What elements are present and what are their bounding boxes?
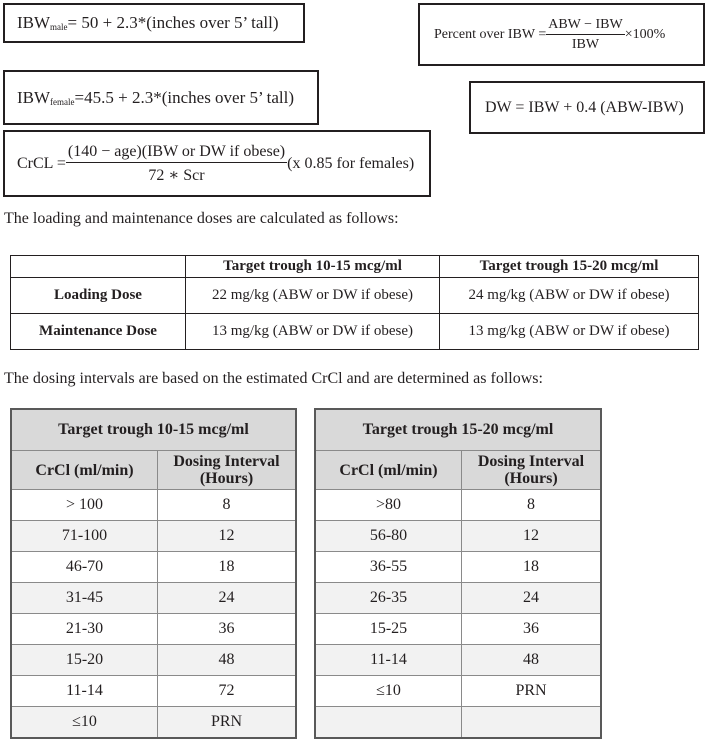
dose-table (10, 255, 699, 350)
dosing-interval-header-line2: (Hours) (199, 470, 254, 487)
interval-cell: 18 (158, 552, 297, 583)
interval-cell: PRN (158, 707, 297, 739)
interval-cell: 24 (158, 583, 297, 614)
dose-table-cell: 13 mg/kg (ABW or DW if obese) (186, 314, 440, 350)
dose-table-header-blank (11, 256, 186, 278)
interval-cell: PRN (462, 676, 602, 707)
interval-cell (462, 707, 602, 739)
interval-table-title: Target trough 10-15 mcg/ml (11, 409, 296, 451)
interval-cell: 12 (462, 521, 602, 552)
dosing-interval-column-header (462, 451, 602, 490)
loading-intro-text: The loading and maintenance doses are calculated as follows: (4, 210, 399, 227)
percent-over-ibw-formula-box (418, 3, 705, 66)
interval-cell: 72 (158, 676, 297, 707)
dose-table-header-15-20: Target trough 15-20 mcg/ml (440, 256, 699, 278)
dw-formula-text: DW = IBW + 0.4 (ABW-IBW) (485, 98, 684, 116)
crcl-tail: (x 0.85 for females) (287, 154, 415, 172)
ibw-male-formula-box (3, 3, 305, 43)
crcl-numerator: (140 − age)(IBW or DW if obese) (66, 143, 287, 163)
crcl-cell: ≤10 (315, 676, 462, 707)
table-row (11, 490, 296, 521)
crcl-cell: 46-70 (11, 552, 158, 583)
percent-over-tail: ×100% (624, 26, 666, 42)
dosing-interval-column-header (158, 451, 297, 490)
dose-table-cell: 22 mg/kg (ABW or DW if obese) (186, 278, 440, 314)
interval-cell: 48 (462, 645, 602, 676)
table-row (315, 583, 601, 614)
table-row (315, 614, 601, 645)
dosing-interval-header-line1: Dosing Interval (477, 453, 585, 470)
table-row (11, 521, 296, 552)
crcl-cell: 56-80 (315, 521, 462, 552)
interval-table-title-row (11, 409, 296, 451)
ibw-male-lhs: IBW (17, 13, 51, 32)
crcl-cell: > 100 (11, 490, 158, 521)
crcl-cell: 26-35 (315, 583, 462, 614)
ibw-female-lhs: IBW (17, 87, 51, 107)
ibw-female-rhs: 45.5 + 2.3*(inches over 5’ tall) (84, 87, 295, 107)
percent-over-lhs: Percent over IBW = (434, 26, 547, 42)
ibw-female-formula-box (3, 70, 319, 125)
table-row (315, 645, 601, 676)
crcl-cell: 11-14 (11, 676, 158, 707)
crcl-formula-box (3, 130, 431, 197)
crcl-cell: 15-25 (315, 614, 462, 645)
ibw-female-subscript: female (50, 96, 75, 107)
table-row (11, 583, 296, 614)
crcl-fraction (66, 143, 287, 185)
crcl-cell: ≤10 (11, 707, 158, 739)
crcl-column-header: CrCl (ml/min) (11, 451, 158, 490)
dose-table-cell: 24 mg/kg (ABW or DW if obese) (440, 278, 699, 314)
dosing-interval-header-line2: (Hours) (504, 470, 558, 487)
interval-cell: 8 (158, 490, 297, 521)
crcl-cell: 71-100 (11, 521, 158, 552)
interval-intro-text: The dosing intervals are based on the estimated CrCl and are determined as follows: (4, 370, 543, 387)
interval-table-column-header-row (315, 451, 601, 490)
crcl-cell: 11-14 (315, 645, 462, 676)
interval-table-15-20 (314, 408, 602, 739)
interval-cell: 8 (462, 490, 602, 521)
ibw-male-rhs: = 50 + 2.3*(inches over 5’ tall) (67, 13, 279, 32)
dose-table-header-row (11, 256, 699, 278)
crcl-cell: 21-30 (11, 614, 158, 645)
interval-cell: 24 (462, 583, 602, 614)
crcl-cell: >80 (315, 490, 462, 521)
interval-table-10-15 (10, 408, 297, 739)
interval-table-column-header-row (11, 451, 296, 490)
ibw-female-equals: = (74, 87, 85, 107)
crcl-cell (315, 707, 462, 739)
table-row (315, 521, 601, 552)
dose-table-header-10-15: Target trough 10-15 mcg/ml (186, 256, 440, 278)
percent-over-denominator: IBW (571, 36, 600, 52)
percent-over-numerator: ABW − IBW (546, 17, 625, 35)
dosing-interval-header-line1: Dosing Interval (173, 453, 280, 470)
table-row (315, 676, 601, 707)
crcl-cell: 15-20 (11, 645, 158, 676)
table-row (11, 614, 296, 645)
interval-cell: 18 (462, 552, 602, 583)
table-row (315, 490, 601, 521)
interval-cell: 12 (158, 521, 297, 552)
interval-cell: 36 (462, 614, 602, 645)
crcl-denominator: 72 ∗ Scr (148, 166, 205, 184)
interval-cell: 48 (158, 645, 297, 676)
table-row (11, 707, 296, 739)
dw-formula-box (469, 81, 705, 134)
dose-table-row-label: Loading Dose (11, 278, 186, 314)
percent-over-fraction (546, 17, 625, 53)
table-row (11, 676, 296, 707)
table-row (11, 645, 296, 676)
table-row (315, 707, 601, 739)
ibw-male-subscript: male (50, 22, 68, 32)
crcl-cell: 36-55 (315, 552, 462, 583)
dose-table-row-loading (11, 278, 699, 314)
dose-table-cell: 13 mg/kg (ABW or DW if obese) (440, 314, 699, 350)
interval-table-title: Target trough 15-20 mcg/ml (315, 409, 601, 451)
crcl-cell: 31-45 (11, 583, 158, 614)
interval-cell: 36 (158, 614, 297, 645)
dose-table-row-label: Maintenance Dose (11, 314, 186, 350)
table-row (315, 552, 601, 583)
dose-table-row-maintenance (11, 314, 699, 350)
crcl-column-header: CrCl (ml/min) (315, 451, 462, 490)
table-row (11, 552, 296, 583)
crcl-lhs: CrCL = (17, 154, 66, 172)
interval-table-title-row (315, 409, 601, 451)
